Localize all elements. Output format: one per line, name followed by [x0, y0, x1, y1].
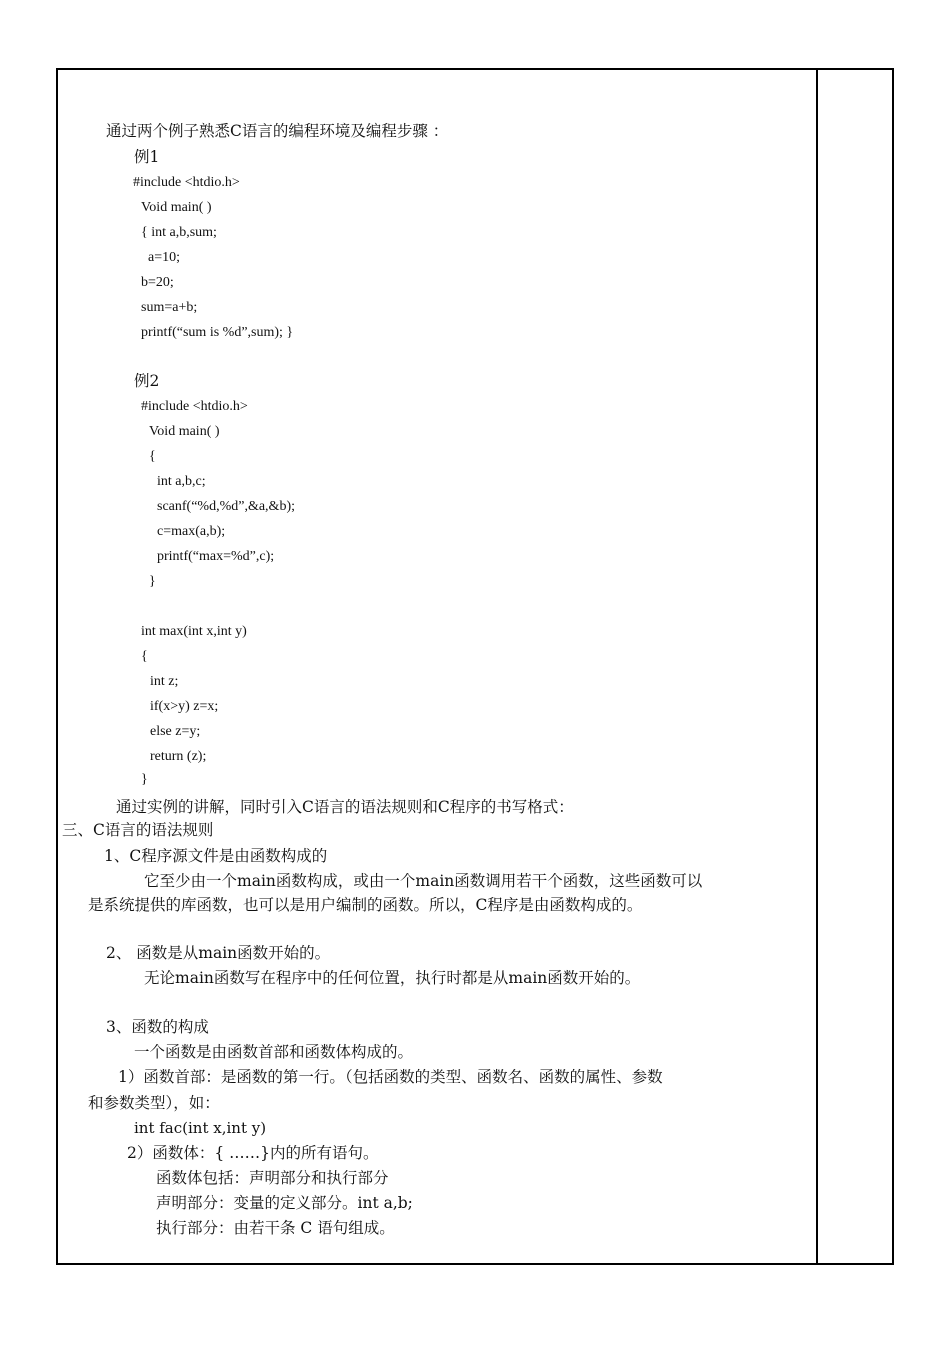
code-line: Void main( ) — [141, 200, 212, 215]
transition-text: 通过实例的讲解，同时引入C语言的语法规则和C程序的书写格式： — [116, 798, 574, 816]
function-body-desc: 函数体包括：声明部分和执行部分 — [156, 1169, 389, 1187]
code-line: scanf(“%d,%d”,&a,&b); — [157, 499, 295, 514]
function-body-title: 2）函数体：{ ……}内的所有语句。 — [127, 1144, 379, 1162]
code-line: Void main( ) — [149, 424, 220, 439]
code-line: #include <htdio.h> — [133, 175, 240, 190]
function-header-desc-cont: 和参数类型），如： — [88, 1094, 220, 1112]
code-line: int a,b,c; — [157, 474, 206, 489]
code-line: { — [149, 449, 156, 464]
code-line: } — [149, 574, 156, 589]
code-line: a=10; — [148, 250, 180, 265]
rule1-body-cont: 是系统提供的库函数，也可以是用户编制的函数。所以，C程序是由函数构成的。 — [88, 896, 643, 914]
rule3-title: 3、函数的构成 — [106, 1018, 209, 1036]
declaration-desc: 声明部分：变量的定义部分。int a,b; — [156, 1194, 413, 1212]
rule2-body: 无论main函数写在程序中的任何位置，执行时都是从main函数开始的。 — [144, 969, 641, 987]
code-line: #include <htdio.h> — [141, 399, 248, 414]
rule1-title: 1、C程序源文件是由函数构成的 — [104, 847, 328, 865]
code-line: { int a,b,sum; — [141, 225, 217, 240]
code-line: c=max(a,b); — [157, 524, 226, 539]
intro-text: 通过两个例子熟悉C语言的编程环境及编程步骤 ： — [106, 122, 449, 140]
code-line: b=20; — [141, 275, 174, 290]
code-line: if(x>y) z=x; — [150, 699, 219, 714]
section-heading: 三、C语言的语法规则 — [62, 821, 214, 839]
code-line: return (z); — [150, 749, 207, 764]
function-header-example: int fac(int x,int y) — [134, 1119, 267, 1137]
function-header-desc: 1）函数首部：是函数的第一行。（包括函数的类型、函数名、函数的属性、参数 — [118, 1068, 663, 1086]
example2-label: 例2 — [134, 372, 160, 390]
code-line: printf(“max=%d”,c); — [157, 549, 275, 564]
code-line: } — [141, 772, 148, 787]
code-line: { — [141, 649, 148, 664]
code-line: else z=y; — [150, 724, 201, 739]
code-line: sum=a+b; — [141, 300, 198, 315]
code-line: int z; — [150, 674, 179, 689]
column-divider — [816, 68, 818, 1265]
rule1-body: 它至少由一个main函数构成，或由一个main函数调用若干个函数，这些函数可以 — [144, 872, 703, 890]
code-line: int max(int x,int y) — [141, 624, 247, 639]
rule3-body: 一个函数是由函数首部和函数体构成的。 — [134, 1043, 414, 1061]
example1-label: 例1 — [134, 148, 160, 166]
rule2-title: 2、 函数是从main函数开始的。 — [106, 944, 331, 962]
execution-desc: 执行部分：由若干条 C 语句组成。 — [156, 1219, 395, 1237]
code-line: printf(“sum is %d”,sum); } — [141, 325, 294, 340]
